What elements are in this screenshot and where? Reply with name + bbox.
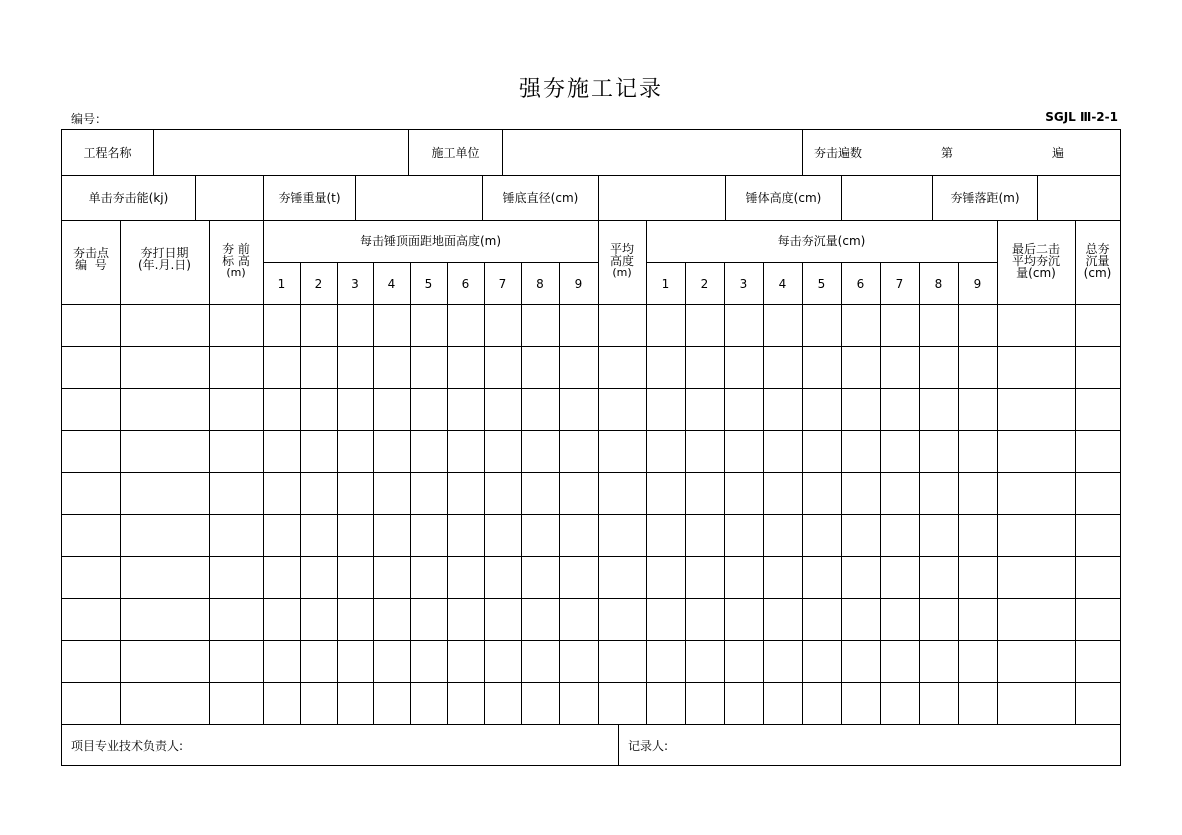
last2-header-line2: 平均夯沉: [1011, 254, 1060, 268]
rule: [646, 262, 997, 263]
strike-number: 1: [277, 277, 286, 291]
pre-elev-header-line1: 夯 前: [222, 242, 250, 256]
strike-number: 6: [461, 277, 470, 291]
record-form: [61, 129, 1121, 766]
top-height-header: 每击锤顶面距地面高度(m): [359, 234, 502, 248]
strike-number: 2: [700, 277, 709, 291]
table-row[interactable]: [62, 599, 1120, 640]
form-code: SGJL Ⅲ-2-1: [1045, 110, 1118, 124]
total-header-line1: 总夯: [1085, 242, 1110, 256]
single-energy-label: 单击夯击能(kj): [88, 191, 169, 205]
strike-number: 5: [817, 277, 826, 291]
hammer-diameter-label: 锤底直径(cm): [502, 191, 579, 205]
strike-number: 1: [661, 277, 670, 291]
number-label: 编号：: [71, 112, 108, 126]
pass-number-field[interactable]: [962, 135, 1042, 171]
strike-number: 7: [498, 277, 507, 291]
single-energy-field[interactable]: [196, 176, 263, 220]
pre-elev-header-line2: 标 高: [222, 254, 250, 268]
table-row[interactable]: [62, 557, 1120, 598]
rule: [802, 130, 803, 175]
avg-height-header-line2: 高度: [609, 254, 634, 268]
date-header-line2: (年.月.日): [138, 258, 191, 272]
strike-number: 4: [778, 277, 787, 291]
table-row[interactable]: [62, 515, 1120, 556]
strike-number: 9: [574, 277, 583, 291]
project-name-field[interactable]: [154, 130, 408, 175]
avg-height-header-line1: 平均: [609, 242, 634, 256]
table-row[interactable]: [62, 641, 1120, 682]
tech-lead-signature-field[interactable]: [202, 725, 612, 765]
table-row[interactable]: [62, 683, 1120, 724]
pre-elev-header-line3: (m): [226, 266, 246, 279]
point-no-header-line1: 夯击点: [72, 246, 109, 260]
recorder-signature-field[interactable]: [682, 725, 1112, 765]
construction-unit-label: 施工单位: [431, 146, 480, 160]
strike-number: 5: [424, 277, 433, 291]
tech-lead-signature-label: 项目专业技术负责人:: [71, 739, 184, 753]
rule: [62, 220, 1120, 221]
table-row[interactable]: [62, 431, 1120, 472]
avg-height-header-line3: (m): [612, 266, 632, 279]
drop-distance-label: 夯锤落距(m): [950, 191, 1020, 205]
last2-header-line3: 量(cm): [1016, 266, 1056, 280]
total-header-line2: 沉量: [1085, 254, 1110, 268]
rule: [618, 724, 619, 766]
hammer-height-field[interactable]: [842, 176, 932, 220]
strike-number: 4: [387, 277, 396, 291]
date-header-line1: 夯打日期: [140, 246, 189, 260]
table-row[interactable]: [62, 305, 1120, 346]
settlement-header: 每击夯沉量(cm): [777, 234, 866, 248]
project-name-label: 工程名称: [83, 146, 132, 160]
strike-number: 9: [973, 277, 982, 291]
drop-distance-field[interactable]: [1038, 176, 1120, 220]
pass-suffix: 遍: [1052, 146, 1065, 160]
hammer-height-label: 锤体高度(cm): [745, 191, 822, 205]
point-no-header-line2: 编 号: [75, 258, 107, 272]
page-title: 强夯施工记录: [518, 77, 663, 102]
hammer-weight-label: 夯锤重量(t): [278, 191, 341, 205]
table-row[interactable]: [62, 473, 1120, 514]
table-row[interactable]: [62, 389, 1120, 430]
recorder-signature-label: 记录人:: [628, 739, 669, 753]
strike-number: 2: [314, 277, 323, 291]
strike-number: 8: [536, 277, 544, 291]
strike-number: 7: [895, 277, 904, 291]
table-row[interactable]: [62, 347, 1120, 388]
hammer-diameter-field[interactable]: [599, 176, 725, 220]
strike-number: 6: [856, 277, 865, 291]
hammer-weight-field[interactable]: [356, 176, 482, 220]
pass-prefix: 第: [941, 146, 954, 160]
last2-header-line1: 最后二击: [1011, 242, 1060, 256]
strike-number: 3: [351, 277, 359, 291]
tamping-pass-label: 夯击遍数: [814, 146, 863, 160]
strike-number: 8: [934, 277, 943, 291]
strike-number: 3: [739, 277, 748, 291]
rule: [263, 262, 598, 263]
total-header-line3: (cm): [1083, 266, 1112, 280]
construction-unit-field[interactable]: [503, 130, 802, 175]
